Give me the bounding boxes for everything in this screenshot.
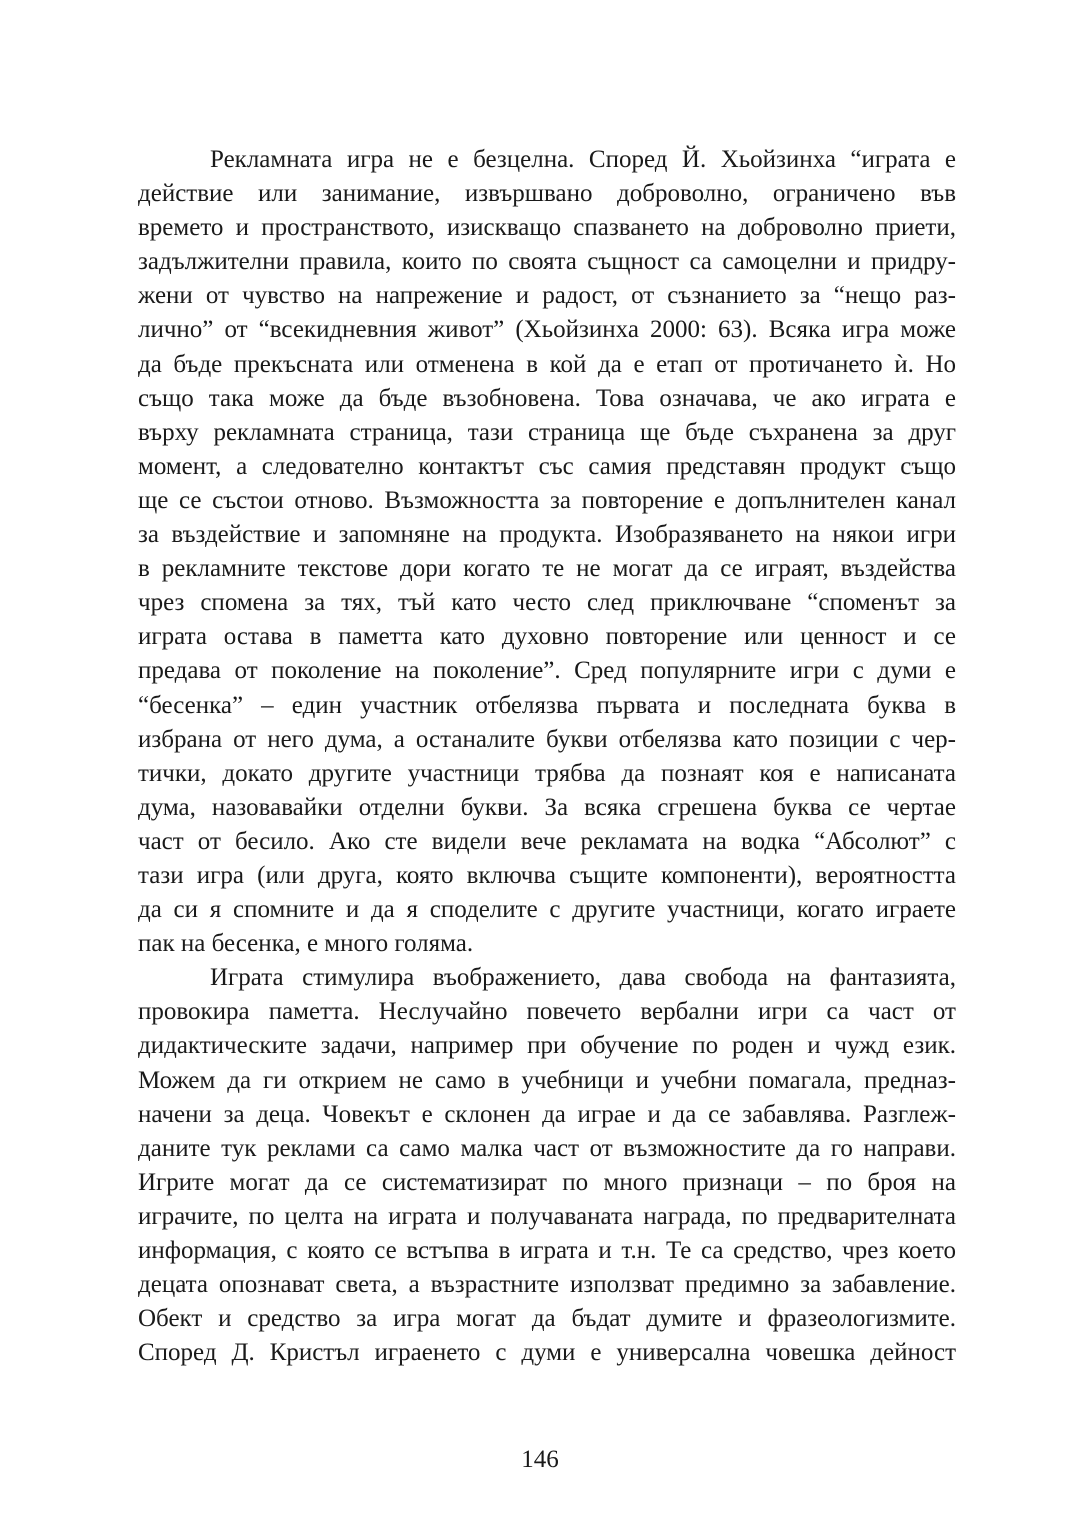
text-line: Играта стимулира въображението, дава свобода на фантазията, <box>210 964 956 992</box>
text-line: жени от чувство на напрежение и радост, от съзнанието за “нещо раз- <box>138 282 956 310</box>
text-line: дидактическите задачи, например при обучение по роден и чужд език. <box>138 1032 956 1060</box>
text-line: Обект и средство за игра могат да бъдат думите и фразеологизмите. <box>138 1305 956 1333</box>
paragraph-1 <box>138 143 956 961</box>
text-line: Според Д. Кристъл играенето с думи е универсална човешка дейност <box>138 1339 956 1367</box>
text-line: задължителни правила, които по своята същност са самоцелни и придру- <box>138 248 956 276</box>
body-text <box>138 143 956 1370</box>
text-line: тази игра (или друга, която включва същите компоненти), вероятността <box>138 861 956 889</box>
text-line: Игрите могат да се систематизират по много признаци – по броя на <box>138 1168 956 1196</box>
text-line: играчите, по целта на играта и получаваната награда, по предварителната <box>138 1202 956 1230</box>
text-line: да си я спомните и да я споделите с другите участници, когато играете <box>138 896 956 924</box>
text-line: ще се състои отново. Възможността за повторение е допълнителен канал <box>138 486 956 514</box>
text-line: дума, назовавайки отделни букви. За всяка сгрешена буква се чертае <box>138 793 956 821</box>
text-line: част от бесило. Ако сте видели вече рекламата на водка “Абсолют” с <box>138 827 956 855</box>
text-line: играта остава в паметта като духовно повторение или ценност и се <box>138 623 956 651</box>
text-line: “бесенка” – един участник отбелязва първата и последната буква в <box>138 691 956 719</box>
text-line: в рекламните текстове дори когато те не могат да се играят, въздейства <box>138 555 956 583</box>
text-line: провокира паметта. Неслучайно повечето вербални игри са част от <box>138 998 956 1026</box>
text-line: информация, с която се встъпва в играта и т.н. Те са средство, чрез което <box>138 1237 956 1264</box>
text-line: действие или занимание, извършвано доброволно, ограничено във <box>138 180 956 208</box>
text-line: също така може да бъде възобновена. Това означава, че ако играта е <box>138 384 956 412</box>
text-line: Рекламната игра не е безцелна. Според Й. Хьойзинха “играта е <box>210 146 956 173</box>
text-line: пак на бесенка, е много голяма. <box>138 930 474 958</box>
text-line: лично” от “всекидневния живот” (Хьойзинха 2000: 63). Всяка игра може <box>138 316 956 344</box>
text-line: даните тук реклами са само малка част от възможностите да го направи. <box>138 1134 956 1162</box>
text-line: върху рекламната страница, тази страница ще бъде съхранена за друг <box>138 418 956 446</box>
text-line: тички, докато другите участници трябва да познаят коя е написаната <box>138 759 956 787</box>
page-number: 146 <box>521 1446 559 1473</box>
text-line: децата опознават света, а възрастните използват предимно за забавление. <box>138 1271 956 1299</box>
text-line: момент, а следователно контактът със самия представян продукт също <box>138 452 956 480</box>
text-line: избрана от него дума, а останалите букви отбелязва като позиции с чер- <box>138 725 956 753</box>
text-line: за въздействие и запомняне на продукта. Изобразяването на някои игри <box>138 521 956 549</box>
text-line: предава от поколение на поколение”. Сред популярните игри с думи е <box>138 657 956 685</box>
text-line: начени за деца. Човекът е склонен да играе и да се забавлява. Разглеж- <box>138 1100 956 1128</box>
text-line: чрез спомена за тях, тъй като често след приключване “споменът за <box>138 589 956 617</box>
text-line: Можем да ги открием не само в учебници и учебни помагала, предназ- <box>138 1066 956 1094</box>
text-line: времето и пространството, изискващо спазването на доброволно приети, <box>138 214 956 242</box>
text-line: да бъде прекъсната или отменена в кой да е етап от протичането ѝ. Но <box>138 350 956 378</box>
paragraph-2 <box>138 961 956 1370</box>
